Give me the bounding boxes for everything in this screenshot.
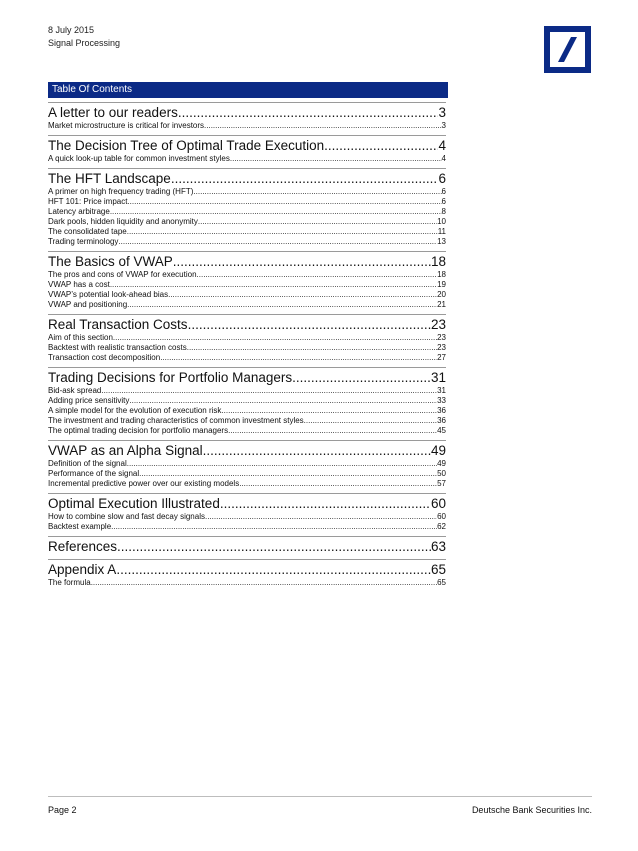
toc-subsection-entry[interactable] — [48, 280, 446, 290]
section-divider — [48, 251, 446, 252]
dot-leader — [324, 137, 438, 154]
toc-entry-title: A letter to our readers — [48, 105, 178, 120]
toc-entry-title: A quick look-up table for common investment styles — [48, 154, 230, 163]
dot-leader — [127, 197, 441, 207]
toc-subsection-entry[interactable] — [48, 512, 446, 522]
toc-entry-title: Trading Decisions for Portfolio Managers — [48, 370, 293, 385]
dot-leader — [204, 121, 442, 131]
dot-leader — [221, 406, 437, 416]
toc-entry-title: The pros and cons of VWAP for execution — [48, 270, 197, 279]
toc-section — [48, 135, 446, 164]
toc-title-bar: Table Of Contents — [48, 82, 448, 98]
dot-leader — [171, 170, 439, 187]
dot-leader — [110, 280, 437, 290]
toc-section-entry[interactable] — [48, 137, 446, 154]
toc-subsection-entry[interactable] — [48, 578, 446, 588]
page-header — [48, 24, 120, 50]
toc-subsection-entry[interactable] — [48, 187, 446, 197]
table-of-contents — [48, 102, 446, 588]
toc-entry-title: A simple model for the evolution of execution risk — [48, 406, 222, 415]
toc-entry-title: The optimal trading decision for portfolio managers — [48, 426, 229, 435]
toc-entry-title: Bid-ask spread — [48, 386, 102, 395]
toc-subsection-entry[interactable] — [48, 353, 446, 363]
deutsche-bank-logo-icon — [544, 26, 591, 73]
dot-leader — [160, 353, 437, 363]
toc-entry-page: 50 — [437, 469, 446, 478]
dot-leader — [193, 187, 441, 197]
dot-leader — [110, 207, 442, 217]
toc-entry-page: 20 — [437, 290, 446, 299]
section-divider — [48, 559, 446, 560]
toc-section — [48, 314, 446, 363]
toc-entry-page: 21 — [437, 300, 446, 309]
toc-entry-title: A primer on high frequency trading (HFT) — [48, 187, 194, 196]
toc-entry-title: Dark pools, hidden liquidity and anonymity — [48, 217, 198, 226]
toc-subsection-entry[interactable] — [48, 396, 446, 406]
toc-section-entry[interactable] — [48, 253, 446, 270]
section-divider — [48, 314, 446, 315]
toc-entry-page: 36 — [437, 416, 446, 425]
toc-entry-page: 6 — [441, 197, 446, 206]
toc-section-entry[interactable] — [48, 104, 446, 121]
toc-section — [48, 536, 446, 555]
toc-subsection-entry[interactable] — [48, 479, 446, 489]
toc-entry-page: 62 — [437, 522, 446, 531]
toc-section-entry[interactable] — [48, 538, 446, 555]
footer-page-label: Page 2 — [48, 805, 77, 815]
dot-leader — [203, 442, 431, 459]
dot-leader — [129, 396, 437, 406]
toc-subsection-entry[interactable] — [48, 333, 446, 343]
toc-entry-title: Transaction cost decomposition — [48, 353, 161, 362]
dot-leader — [197, 270, 438, 280]
toc-entry-page: 18 — [430, 254, 446, 269]
toc-entry-title: How to combine slow and fast decay signals — [48, 512, 205, 521]
section-divider — [48, 102, 446, 103]
toc-subsection-entry[interactable] — [48, 426, 446, 436]
toc-section-entry[interactable] — [48, 495, 446, 512]
toc-section — [48, 559, 446, 588]
toc-section-entry[interactable] — [48, 170, 446, 187]
toc-section — [48, 168, 446, 247]
dot-leader — [198, 217, 437, 227]
logo-slash-icon — [550, 32, 585, 67]
toc-subsection-entry[interactable] — [48, 197, 446, 207]
dot-leader — [168, 290, 437, 300]
section-divider — [48, 440, 446, 441]
toc-entry-page: 31 — [430, 370, 446, 385]
dot-leader — [127, 300, 437, 310]
toc-entry-title: VWAP’s potential look-ahead bias — [48, 290, 169, 299]
toc-entry-title: Adding price sensitivity — [48, 396, 130, 405]
toc-entry-page: 36 — [437, 406, 446, 415]
dot-leader — [187, 343, 437, 353]
footer-divider — [48, 796, 592, 797]
toc-entry-page: 49 — [437, 459, 446, 468]
toc-entry-page: 11 — [437, 227, 446, 236]
dot-leader — [292, 369, 431, 386]
dot-leader — [220, 495, 431, 512]
section-divider — [48, 367, 446, 368]
toc-entry-title: HFT 101: Price impact — [48, 197, 128, 206]
toc-entry-title: Performance of the signal — [48, 469, 140, 478]
toc-section — [48, 440, 446, 489]
toc-entry-title: VWAP as an Alpha Signal — [48, 443, 203, 458]
toc-entry-title: The HFT Landscape — [48, 171, 171, 186]
toc-subsection-entry[interactable] — [48, 469, 446, 479]
toc-subsection-entry[interactable] — [48, 270, 446, 280]
dot-leader — [228, 426, 437, 436]
toc-subsection-entry[interactable] — [48, 227, 446, 237]
toc-entry-page: 23 — [430, 317, 446, 332]
dot-leader — [117, 538, 431, 555]
header-date: 8 July 2015 — [48, 25, 95, 35]
dot-leader — [111, 522, 437, 532]
dot-leader — [188, 316, 431, 333]
toc-entry-page: 13 — [437, 237, 446, 246]
toc-entry-title: Latency arbitrage — [48, 207, 110, 216]
toc-entry-page: 6 — [441, 187, 446, 196]
dot-leader — [139, 469, 437, 479]
toc-entry-title: References — [48, 539, 118, 554]
toc-entry-title: The consolidated tape — [48, 227, 127, 236]
toc-entry-page: 23 — [437, 343, 446, 352]
toc-entry-page: 63 — [430, 539, 446, 554]
toc-section — [48, 102, 446, 131]
toc-subsection-entry[interactable] — [48, 207, 446, 217]
toc-entry-page: 27 — [437, 353, 446, 362]
dot-leader — [101, 386, 437, 396]
dot-leader — [127, 459, 437, 469]
toc-entry-title: Incremental predictive power over our existing models — [48, 479, 240, 488]
dot-leader — [91, 578, 437, 588]
section-divider — [48, 168, 446, 169]
toc-subsection-entry[interactable] — [48, 121, 446, 131]
toc-subsection-entry[interactable] — [48, 300, 446, 310]
dot-leader — [178, 104, 439, 121]
toc-entry-title: VWAP and positioning — [48, 300, 128, 309]
toc-subsection-entry[interactable] — [48, 290, 446, 300]
dot-leader — [205, 512, 437, 522]
toc-entry-page: 31 — [437, 386, 446, 395]
toc-entry-page: 3 — [438, 105, 446, 120]
toc-entry-title: Market microstructure is critical for investors — [48, 121, 205, 130]
toc-entry-title: Trading terminology — [48, 237, 119, 246]
footer-company: Deutsche Bank Securities Inc. — [471, 805, 592, 815]
toc-section-entry[interactable] — [48, 369, 446, 386]
toc-entry-page: 49 — [430, 443, 446, 458]
toc-subsection-entry[interactable] — [48, 343, 446, 353]
dot-leader — [116, 561, 431, 578]
toc-entry-page: 3 — [441, 121, 446, 130]
toc-subsection-entry[interactable] — [48, 522, 446, 532]
toc-entry-title: The Basics of VWAP — [48, 254, 173, 269]
toc-section-entry[interactable] — [48, 442, 446, 459]
toc-subsection-entry[interactable] — [48, 416, 446, 426]
toc-section — [48, 367, 446, 436]
toc-entry-page: 10 — [437, 217, 446, 226]
toc-entry-page: 6 — [438, 171, 446, 186]
toc-entry-title: The investment and trading characteristics of common investment styles — [48, 416, 304, 425]
toc-entry-page: 18 — [437, 270, 446, 279]
section-divider — [48, 536, 446, 537]
toc-section-entry[interactable] — [48, 561, 446, 578]
toc-entry-page: 4 — [441, 154, 446, 163]
toc-entry-page: 60 — [430, 496, 446, 511]
header-section: Signal Processing — [48, 38, 121, 48]
toc-entry-page: 33 — [437, 396, 446, 405]
toc-section-entry[interactable] — [48, 316, 446, 333]
toc-section — [48, 493, 446, 532]
toc-entry-title: Optimal Execution Illustrated — [48, 496, 220, 511]
dot-leader — [127, 227, 438, 237]
toc-entry-page: 4 — [438, 138, 446, 153]
toc-subsection-entry[interactable] — [48, 237, 446, 247]
dot-leader — [304, 416, 437, 426]
toc-entry-title: The formula — [48, 578, 91, 587]
toc-entry-title: Real Transaction Costs — [48, 317, 188, 332]
toc-subsection-entry[interactable] — [48, 386, 446, 396]
dot-leader — [230, 154, 442, 164]
toc-subsection-entry[interactable] — [48, 459, 446, 469]
toc-entry-page: 45 — [437, 426, 446, 435]
section-divider — [48, 135, 446, 136]
toc-entry-title: Appendix A — [48, 562, 117, 577]
section-divider — [48, 493, 446, 494]
toc-entry-page: 57 — [437, 479, 446, 488]
toc-entry-title: VWAP has a cost — [48, 280, 110, 289]
toc-entry-page: 60 — [437, 512, 446, 521]
toc-subsection-entry[interactable] — [48, 154, 446, 164]
toc-entry-title: Aim of this section — [48, 333, 113, 342]
toc-entry-page: 23 — [437, 333, 446, 342]
toc-entry-title: Definition of the signal — [48, 459, 127, 468]
toc-subsection-entry[interactable] — [48, 406, 446, 416]
toc-section — [48, 251, 446, 310]
toc-entry-title: Backtest example — [48, 522, 112, 531]
toc-entry-title: The Decision Tree of Optimal Trade Execution — [48, 138, 325, 153]
toc-entry-page: 19 — [437, 280, 446, 289]
toc-entry-title: Backtest with realistic transaction costs — [48, 343, 187, 352]
dot-leader — [118, 237, 437, 247]
dot-leader — [113, 333, 437, 343]
toc-entry-page: 65 — [430, 562, 446, 577]
toc-entry-page: 8 — [441, 207, 446, 216]
toc-subsection-entry[interactable] — [48, 217, 446, 227]
dot-leader — [239, 479, 437, 489]
dot-leader — [173, 253, 431, 270]
toc-entry-page: 65 — [437, 578, 446, 587]
